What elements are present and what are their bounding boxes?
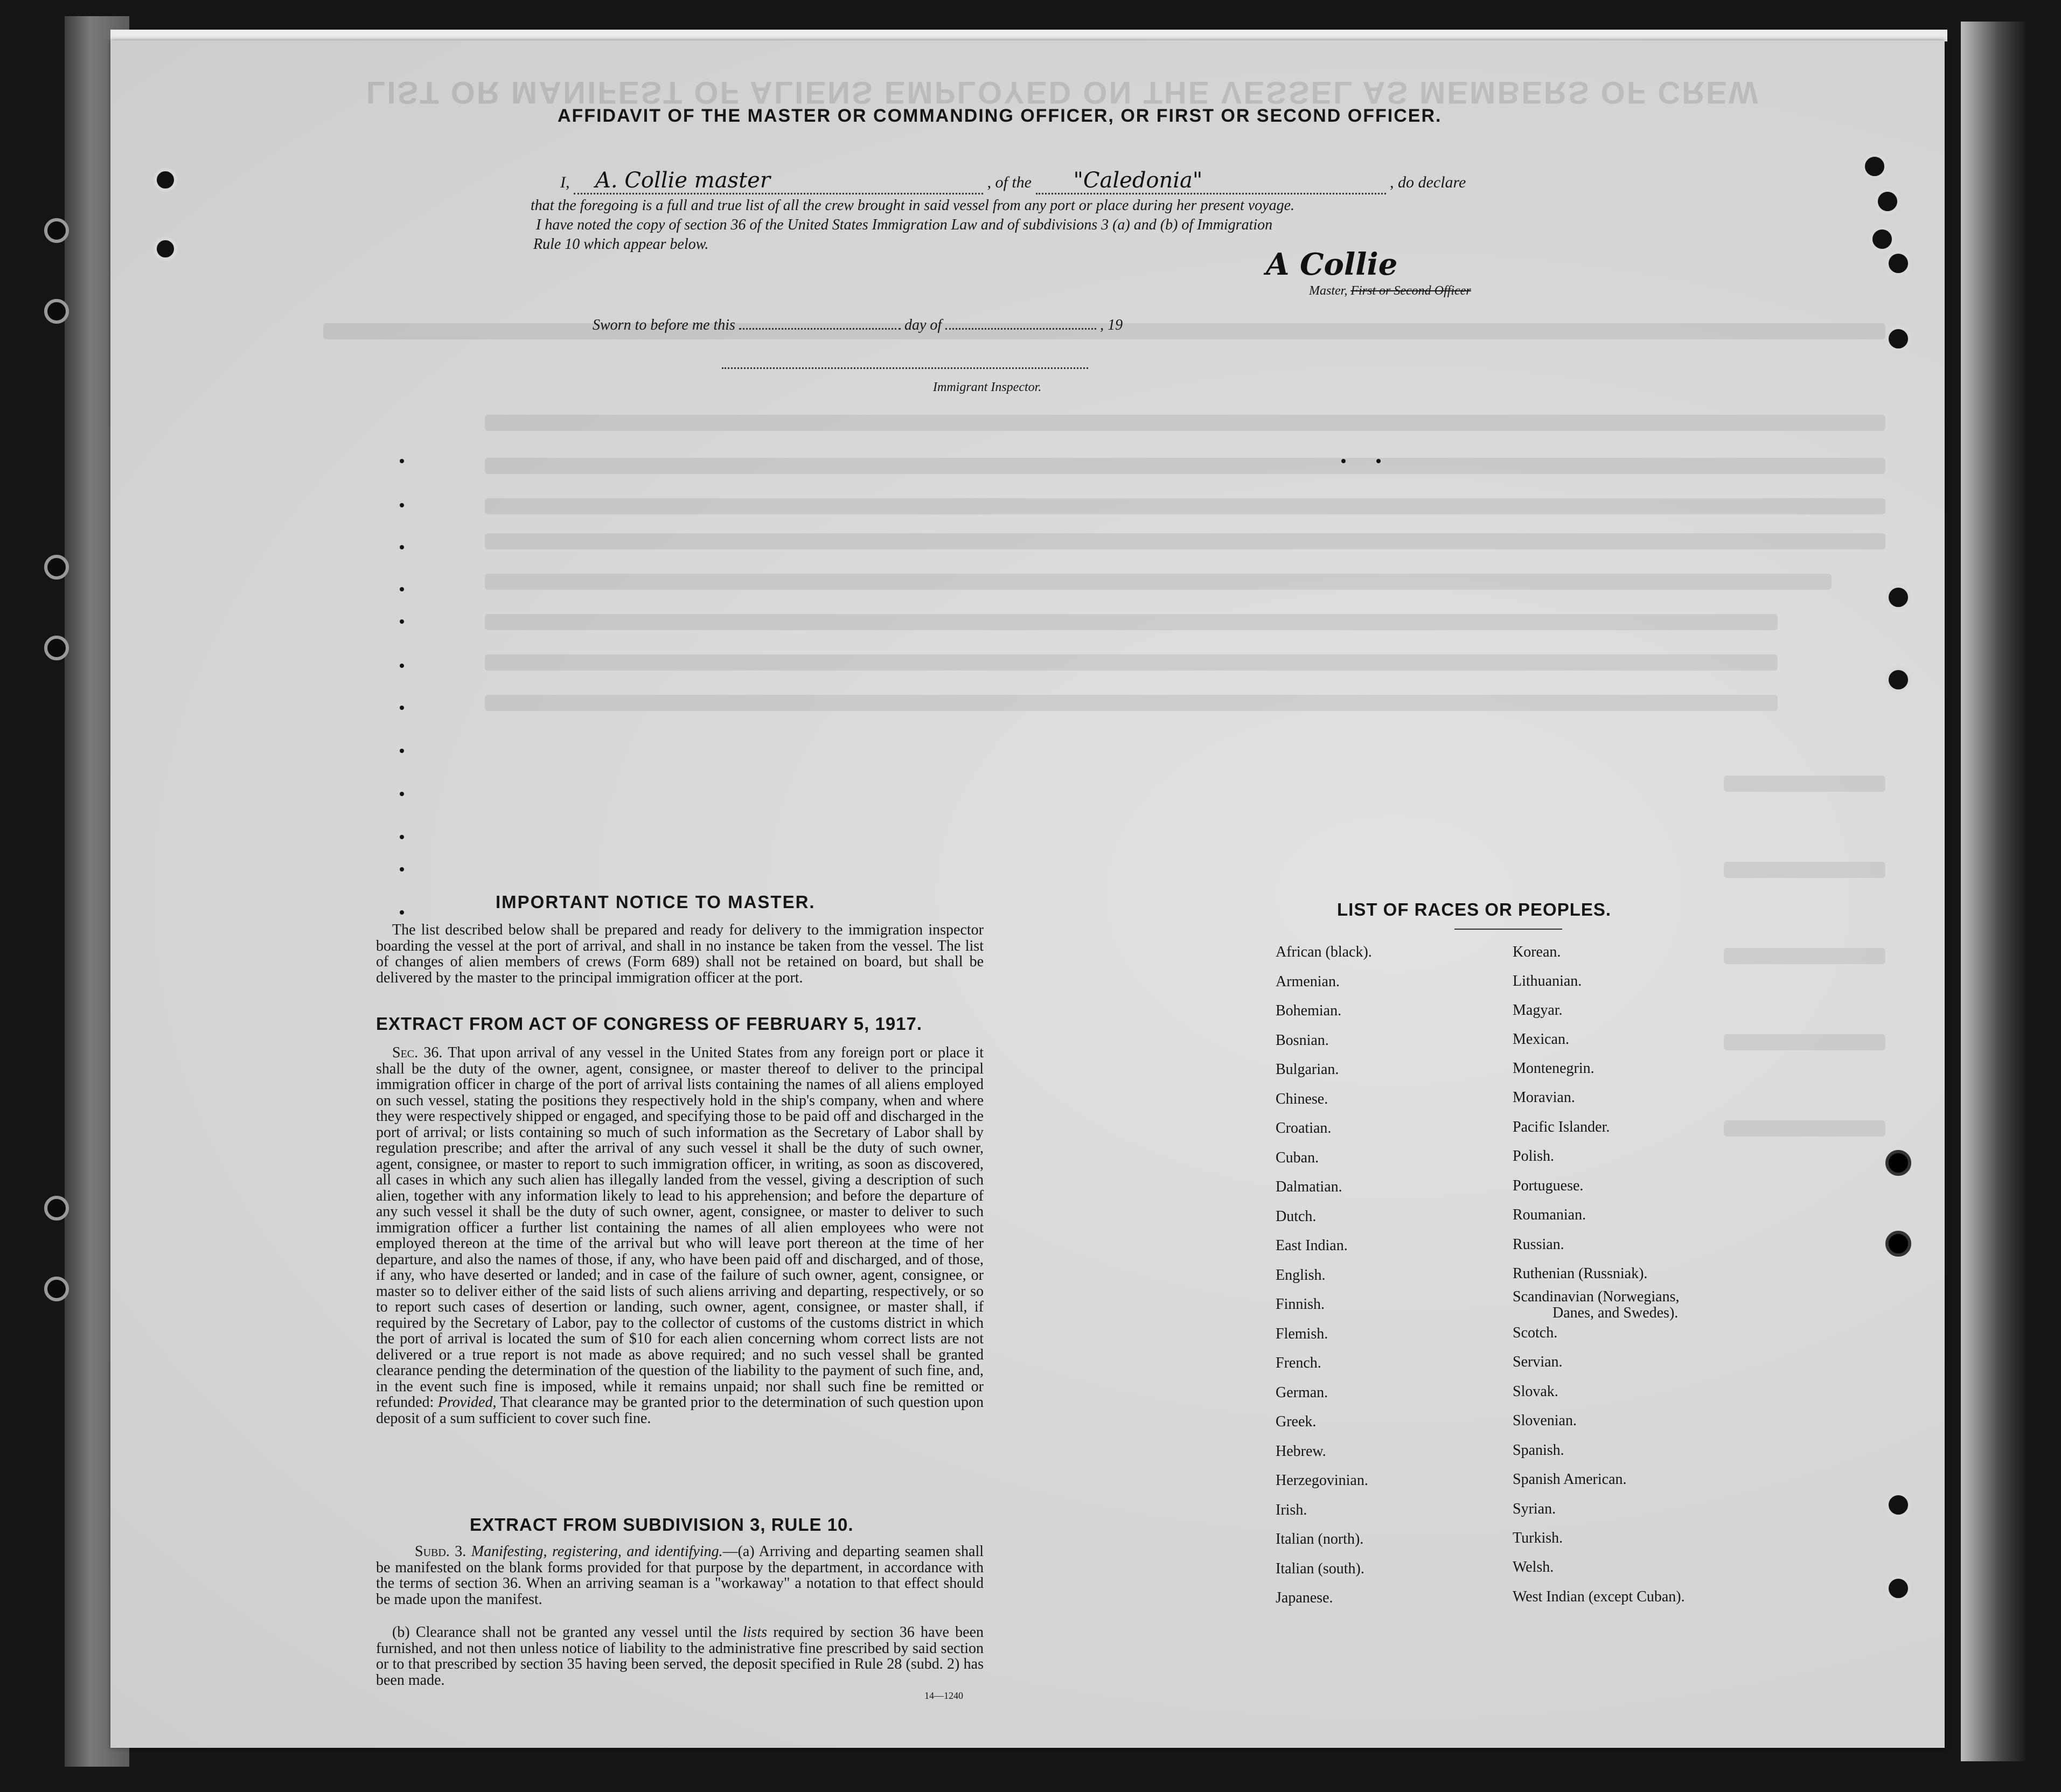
race-item: Montenegrin. [1513, 1060, 1595, 1077]
margin-dot [1376, 459, 1381, 463]
race-item: Armenian. [1276, 973, 1340, 990]
rule-10-para-b [376, 1624, 984, 1688]
punch-hole-icon [1885, 1150, 1911, 1176]
margin-dot [400, 503, 404, 507]
inspector-signature-field[interactable] [722, 357, 1088, 369]
race-item: Mexican. [1513, 1031, 1569, 1048]
race-item: Lithuanian. [1513, 973, 1582, 989]
margin-dot [400, 867, 404, 871]
bleed-row [485, 574, 1832, 590]
race-item: Servian. [1513, 1354, 1563, 1370]
race-item: Moravian. [1513, 1089, 1575, 1106]
punch-hole-icon [1885, 584, 1911, 610]
form-code: 14—1240 [924, 1690, 963, 1701]
binder-hole-icon [44, 299, 69, 324]
race-item: Italian (north). [1276, 1531, 1364, 1547]
race-item: Flemish. [1276, 1325, 1328, 1342]
subd-label: Subd. 3. [415, 1543, 466, 1560]
race-item: Croatian. [1276, 1120, 1332, 1136]
bleed-row [485, 614, 1778, 630]
race-item: Pacific Islander. [1513, 1119, 1610, 1135]
race-item: French. [1276, 1355, 1321, 1371]
punch-hole-icon [1885, 1492, 1911, 1518]
document-page [110, 40, 1945, 1748]
para-a-text: —(a) Arriving and departing seamen shall be manifested on the blank forms provided for that purpose by the department, in accordance with the terms of section 36. When an arriving seaman is a "workaway" a notation to that effect should be made upon the manifest. [376, 1543, 984, 1608]
race-item: Magyar. [1513, 1002, 1563, 1019]
signer-struck-label: First or Second Officer [1350, 284, 1471, 298]
provided-label: Provided, [437, 1394, 497, 1411]
race-item: Spanish. [1513, 1442, 1564, 1459]
binder-hole-icon [44, 636, 69, 660]
margin-dot [400, 459, 404, 463]
race-item: Danes, and Swedes). [1552, 1305, 1679, 1321]
race-item: Syrian. [1513, 1501, 1556, 1517]
race-item: Greek. [1276, 1413, 1317, 1430]
section-label: Sec. 36. [392, 1044, 443, 1061]
sworn-day-of: day of [904, 317, 942, 333]
margin-dot [400, 619, 404, 624]
vessel-name-field[interactable]: "Caledonia" [1036, 168, 1386, 194]
race-item: English. [1276, 1266, 1326, 1284]
section-36-body [376, 1045, 984, 1426]
race-item: West Indian (except Cuban). [1513, 1588, 1685, 1605]
of-the-label: , of the [987, 173, 1032, 191]
affidavit-title: AFFIDAVIT OF THE MASTER OR COMMANDING OFFICER, OR FIRST OR SECOND OFFICER. [558, 106, 1442, 126]
master-name-field[interactable]: A. Collie master [574, 168, 983, 194]
punch-hole-icon [1869, 226, 1895, 252]
race-item: African (black). [1276, 944, 1372, 960]
punch-hole-icon [1885, 326, 1911, 352]
race-item: Portuguese. [1513, 1177, 1584, 1194]
punch-hole-icon [1885, 667, 1911, 693]
sworn-line [593, 317, 1123, 334]
race-item: Herzegovinian. [1276, 1472, 1368, 1489]
bleed-row [1724, 1034, 1885, 1050]
extract-act-title: EXTRACT FROM ACT OF CONGRESS OF FEBRUARY 5, 1917. [376, 1014, 923, 1034]
punch-hole-icon [1862, 154, 1888, 179]
punch-hole-icon [1885, 1231, 1911, 1257]
signer-title [1309, 284, 1471, 298]
bleed-row [1724, 948, 1885, 964]
binder-strip-right [1961, 22, 2025, 1761]
sworn-year: , 19 [1100, 317, 1123, 333]
races-title: LIST OF RACES OR PEOPLES. [1337, 900, 1612, 919]
bleed-row [485, 458, 1885, 474]
section-text: That upon arrival of any vessel in the United States from any foreign port or place it shall be the duty of the owner, agent, consignee, or master thereof to deliver to the principal immigration officer in charge of the port of arrival lists containing the names of all aliens employed on such vessel, stating the positions they respectively hold in the ship's company, when and where they were respectively shipped or engaged, and specifying those to be paid off and discharged in the port of arrival; or lists containing so much of such information as the Secretary of Labor shall by regulation prescribe; and after the arrival of any such vessel it shall be the duty of such owner, agent, consignee, or master to report to such immigration officer, in writing, as soon as discovered, all cases in which any such alien has illegally landed from the vessel, giving a description of such alien, together with any information likely to lead to his apprehension; and before the departure of any such vessel it shall be the duty of such owner, agent, consignee, or master to deliver to such immigration officer a further list containing the names of all alien employees who were not employed thereon at the time of the arrival but who will leave port thereon at the time of her departure, and also the names of those, if any, who have been paid off and discharged, and of those, if any, who have deserted or landed; and in case of the failure of such owner, agent, consignee, or master so to deliver either of the said lists of such aliens arriving and departing, respectively, or so to report such cases of desertion or landing, such owner, agent, consignee, or master shall, if required by the Secretary of Labor, pay to the collector of customs of the customs district in which the port of arrival is located the sum of $10 for each alien concerning whom correct lists are not delivered or a true report is not made as above required; and no such vessel shall be granted clearance pending the determination of the question of the liability to the payment of such fine, and, in the event such fine is imposed, while it remains unpaid; nor shall such fine be remitted or refunded: [376, 1044, 984, 1411]
race-item: German. [1276, 1384, 1328, 1401]
bleed-row [485, 533, 1885, 549]
sworn-prefix: Sworn to before me this [593, 317, 735, 333]
race-item: Slovenian. [1513, 1412, 1577, 1429]
race-item: Russian. [1513, 1236, 1564, 1253]
margin-dot [400, 835, 404, 839]
race-item: East Indian. [1276, 1237, 1348, 1254]
para-b-lead: (b) Clearance shall not be granted any vessel until the [392, 1624, 737, 1641]
race-item: Italian (south). [1276, 1560, 1364, 1577]
section-tail: That clearance may be granted prior to the determination of such question upon deposit of a sum sufficient to cover such fine. [376, 1394, 984, 1427]
extract-rule-title: EXTRACT FROM SUBDIVISION 3, RULE 10. [470, 1515, 854, 1535]
race-item: Chinese. [1276, 1090, 1328, 1107]
race-item: Hebrew. [1276, 1442, 1326, 1460]
race-item: Turkish. [1513, 1530, 1563, 1546]
race-item: Bulgarian. [1276, 1061, 1339, 1078]
bleed-row [1724, 776, 1885, 792]
binder-hole-icon [44, 218, 69, 243]
signer-master-label: Master, [1309, 284, 1348, 298]
bleed-row [485, 415, 1885, 431]
notice-body: The list described below shall be prepared and ready for delivery to the immigration inspector boarding the vessel at the port of arrival, and shall in no instance be taken from the vessel. The list of changes of alien members of crews (Form 689) shall not be retained on board, but shall be delivered by the master to the principal immigration officer at the port. [376, 922, 984, 986]
race-item: Welsh. [1513, 1559, 1554, 1575]
affidavit-line-2: that the foregoing is a full and true list of all the crew brought in said vessel from any port or place during her present voyage. [531, 197, 1295, 214]
punch-hole-icon [154, 237, 177, 261]
affidavit-line-3: I have noted the copy of section 36 of the United States Immigration Law and of subdivisions 3 (a) and (b) of Immigration [536, 217, 1273, 233]
margin-dot [400, 749, 404, 753]
bleed-row [485, 695, 1778, 711]
bleed-row [485, 654, 1778, 671]
inspector-label: Immigrant Inspector. [933, 380, 1042, 394]
race-item: Spanish American. [1513, 1471, 1627, 1488]
affidavit-intro: I, [560, 173, 570, 191]
race-item: Roumanian. [1513, 1207, 1586, 1223]
margin-dot [400, 545, 404, 549]
bleed-through-title: LIST OR MANIFEST OF ALIENS EMPLOYED ON THE VESSEL AS MEMBERS OF CREW [366, 75, 1760, 110]
margin-dot [400, 792, 404, 796]
notice-title: IMPORTANT NOTICE TO MASTER. [496, 892, 816, 912]
binder-hole-icon [44, 555, 69, 580]
race-item: Polish. [1513, 1148, 1555, 1165]
margin-dot [1341, 459, 1346, 463]
race-item: Irish. [1276, 1501, 1307, 1518]
punch-hole-icon [1885, 250, 1911, 276]
race-item: Finnish. [1276, 1296, 1325, 1313]
race-item: Slovak. [1513, 1383, 1558, 1400]
race-item: Japanese. [1276, 1589, 1333, 1606]
bleed-row [1724, 862, 1885, 878]
margin-dot [400, 587, 404, 591]
subd-italic: Manifesting, registering, and identifying. [471, 1543, 723, 1560]
affidavit-line-1 [560, 168, 1466, 194]
para-b-lists: lists [742, 1624, 768, 1641]
margin-dot [400, 910, 404, 915]
race-item: Dalmatian. [1276, 1179, 1342, 1195]
margin-dot [400, 706, 404, 710]
master-signature: A Collie [1266, 247, 1398, 282]
affidavit-line-4: Rule 10 which appear below. [533, 236, 709, 253]
race-item: Ruthenian (Russniak). [1513, 1265, 1648, 1282]
punch-hole-icon [1885, 1575, 1911, 1601]
race-item: Korean. [1513, 944, 1561, 960]
rule-10-para-a [376, 1544, 984, 1607]
race-item: Cuban. [1276, 1149, 1319, 1166]
binder-hole-icon [44, 1196, 69, 1221]
races-title-rule [1454, 929, 1562, 930]
paper-edge [110, 30, 1947, 41]
para-b-rest: required by section 36 have been furnished, and not then unless notice of liability to the administrative fine prescribed by said section or to that prescribed by section 35 having been served, the deposit specified in Rule 28 (subd. 2) has been made. [376, 1624, 984, 1689]
bleed-row [485, 498, 1885, 514]
race-item: Dutch. [1276, 1208, 1317, 1225]
punch-hole-icon [1875, 189, 1900, 214]
race-item: Bohemian. [1276, 1002, 1342, 1019]
sworn-month-field[interactable] [945, 328, 1096, 330]
punch-hole-icon [154, 168, 177, 192]
sworn-date-field[interactable] [739, 328, 901, 330]
do-declare-label: , do declare [1390, 173, 1466, 191]
race-item: Bosnian. [1276, 1031, 1329, 1049]
race-item: Scotch. [1513, 1324, 1558, 1341]
race-item: Scandinavian (Norwegians, [1513, 1288, 1680, 1305]
binder-hole-icon [44, 1277, 69, 1301]
margin-dot [400, 664, 404, 668]
bleed-row [1724, 1120, 1885, 1136]
